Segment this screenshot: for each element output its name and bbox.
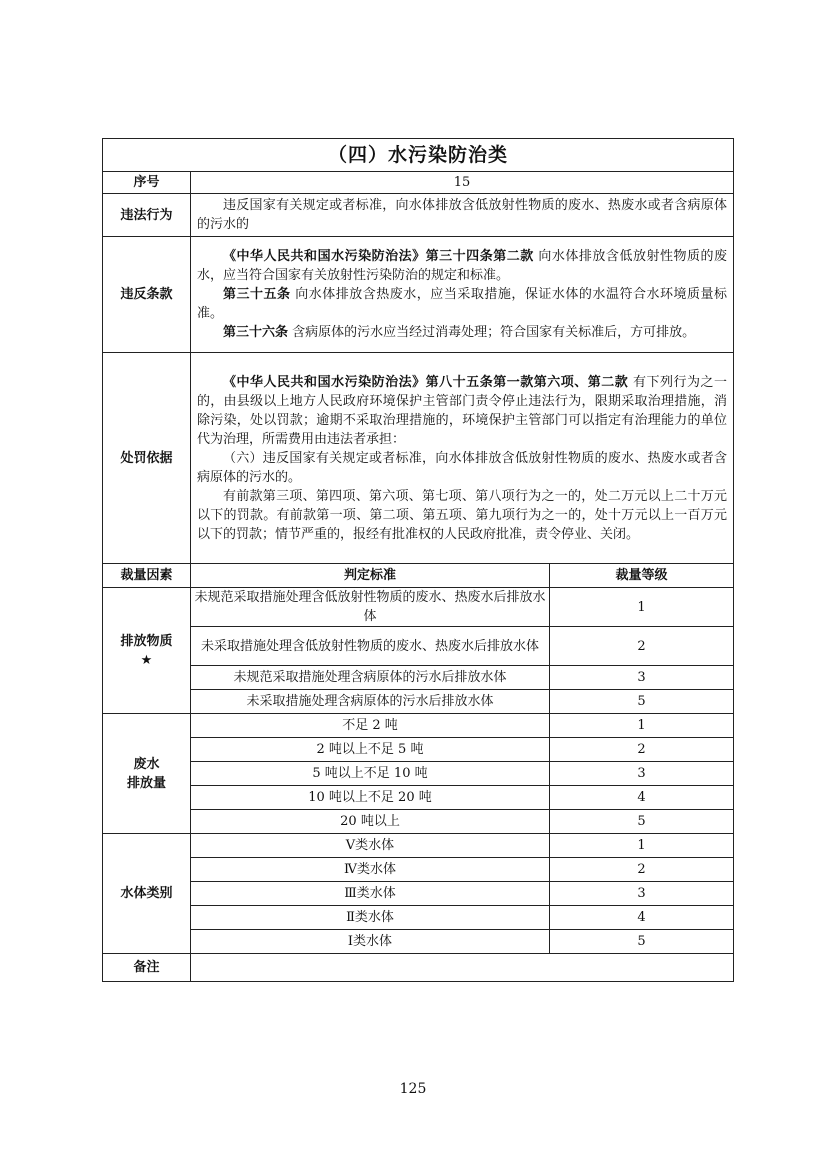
behavior-label: 违法行为 (103, 194, 191, 237)
provision-1-title: 《中华人民共和国水污染防治法》第三十四条第二款 (223, 249, 534, 264)
level-cell: 5 (550, 690, 734, 714)
level-cell: 3 (550, 762, 734, 786)
table-title: （四）水污染防治类 (103, 139, 734, 172)
criteria-cell: Ⅱ类水体 (191, 906, 550, 930)
factor-name-line2: 排放量 (126, 775, 166, 791)
level-cell: 5 (550, 930, 734, 954)
criteria-cell: 2 吨以上不足 5 吨 (191, 738, 550, 762)
penalty-label: 处罚依据 (103, 353, 191, 564)
level-cell: 1 (550, 834, 734, 858)
level-cell: 1 (550, 588, 734, 627)
level-cell: 2 (550, 738, 734, 762)
criteria-cell: 5 吨以上不足 10 吨 (191, 762, 550, 786)
factor-emission-substance (103, 588, 191, 714)
penalty-body: 有下列行为之一的，由县级以上地方人民政府环境保护主管部门责令停止违法行为，限期采取治理措施，消除污染，处以罚款；逾期不采取治理措施的，环境保护主管部门可以指定有治理能力的单位代为治理，所需费用由违法者承担： (197, 374, 728, 447)
criteria-cell: 未采取措施处理含病原体的污水后排放水体 (191, 690, 550, 714)
criteria-header: 判定标准 (191, 564, 550, 588)
provision-text (191, 237, 734, 353)
provision-label: 违反条款 (103, 237, 191, 353)
serial-value: 15 (191, 172, 734, 194)
level-header: 裁量等级 (550, 564, 734, 588)
criteria-cell: 20 吨以上 (191, 810, 550, 834)
factor-name: 排放物质 (120, 633, 173, 649)
star-mark: ★ (140, 652, 153, 668)
factor-water-body-class: 水体类别 (103, 834, 191, 954)
criteria-cell: 不足 2 吨 (191, 714, 550, 738)
criteria-cell: 未采取措施处理含低放射性物质的废水、热废水后排放水体 (191, 627, 550, 666)
provision-2-title: 第三十五条 (223, 287, 291, 302)
criteria-cell: Ⅳ类水体 (191, 858, 550, 882)
level-cell: 2 (550, 627, 734, 666)
serial-label: 序号 (103, 172, 191, 194)
penalty-standard-table (102, 138, 734, 982)
page-number: 125 (399, 1081, 427, 1097)
penalty-paragraph-2: 有前款第三项、第四项、第六项、第七项、第八项行为之一的，处二万元以上二十万元以下的罚款。有前款第一项、第二项、第五项、第九项行为之一的，处十万元以上一百万元以下的罚款；情节严重的，报经有批准权的人民政府批准，责令停业、关闭。 (197, 488, 728, 542)
level-cell: 2 (550, 858, 734, 882)
provision-1-body: 向水体排放含低放射性物质的废水，应当符合国家有关放射性污染防治的规定和标准。 (197, 249, 728, 283)
level-cell: 4 (550, 786, 734, 810)
provision-paragraph-3 (197, 323, 727, 342)
criteria-cell: Ⅴ类水体 (191, 834, 550, 858)
provision-paragraph-1 (197, 247, 727, 285)
penalty-item-6: （六）违反国家有关规定或者标准，向水体排放含低放射性物质的废水、热废水或者含病原体的污水的。 (197, 450, 728, 485)
level-cell: 1 (550, 714, 734, 738)
provision-paragraph-2 (197, 285, 727, 323)
provision-3-body: 含病原体的污水应当经过消毒处理；符合国家有关标准后，方可排放。 (288, 325, 696, 340)
factor-wastewater-volume (103, 714, 191, 834)
criteria-cell: 未规范采取措施处理含低放射性物质的废水、热废水后排放水体 (191, 588, 550, 627)
level-cell: 5 (550, 810, 734, 834)
provision-2-body: 向水体排放含热废水，应当采取措施，保证水体的水温符合水环境质量标准。 (197, 287, 728, 321)
penalty-text (191, 353, 734, 564)
criteria-cell: 未规范采取措施处理含病原体的污水后排放水体 (191, 666, 550, 690)
penalty-title: 《中华人民共和国水污染防治法》第八十五条第一款第六项、第二款 (223, 374, 629, 390)
behavior-paragraph: 违反国家有关规定或者标准，向水体排放含低放射性物质的废水、热废水或者含病原体的污水的 (197, 198, 728, 232)
penalty-paragraph-1 (197, 373, 727, 449)
criteria-cell: 10 吨以上不足 20 吨 (191, 786, 550, 810)
behavior-text (191, 194, 734, 237)
provision-3-title: 第三十六条 (223, 325, 289, 340)
document-table-container (102, 138, 733, 982)
level-cell: 3 (550, 666, 734, 690)
remarks-label: 备注 (103, 954, 191, 982)
level-cell: 3 (550, 882, 734, 906)
level-cell: 4 (550, 906, 734, 930)
criteria-cell: Ⅲ类水体 (191, 882, 550, 906)
remarks-value (191, 954, 734, 982)
factor-header: 裁量因素 (103, 564, 191, 588)
factor-name-line1: 废水 (133, 756, 160, 772)
criteria-cell: Ⅰ类水体 (191, 930, 550, 954)
